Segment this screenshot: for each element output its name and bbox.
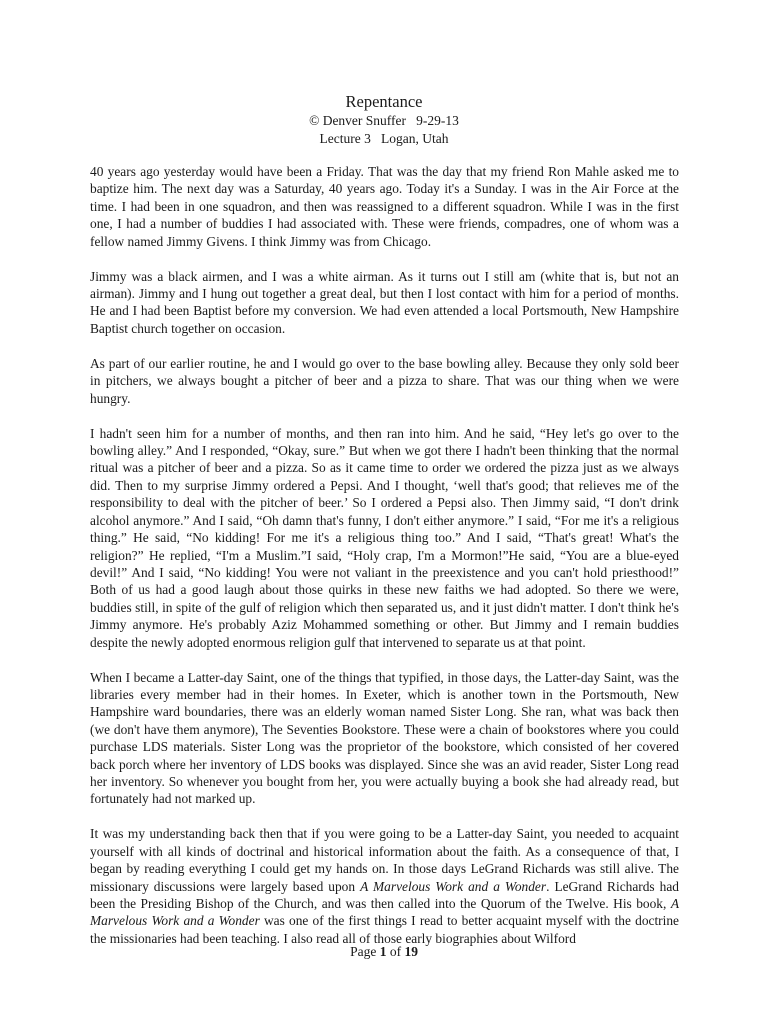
paragraph-6-part-2: . LeGrand Richards had been the Presiding Bishop of the Church, and was then called into the Quorum of the Twelve. His book, bbox=[90, 878, 679, 911]
author-date-line: © Denver Snuffer 9-29-13 bbox=[309, 113, 459, 128]
document-header bbox=[0, 92, 768, 148]
book-title-italic: A Marvelous Work and a Wonder bbox=[90, 896, 679, 929]
paragraph-1: 40 years ago yesterday would have been a Friday. That was the day that my friend Ron Mahle asked me to baptize him. The next day was a Saturday, 40 years ago. Today it's a Sunday. I was in the Air Force at the time. I had been in one squadron, and then was reassigned to a different squadron. While I was in the first one, I had a number of buddies I had associated with. These were friends, compadres, one of whom was a fellow named Jimmy Givens. I think Jimmy was from Chicago. bbox=[90, 164, 679, 249]
book-title-italic: A Marvelous Work and a Wonder bbox=[360, 878, 547, 894]
document-title: Repentance bbox=[345, 92, 423, 111]
paragraph-3: As part of our earlier routine, he and I would go over to the base bowling alley. Because they only sold beer in pitchers, we always bought a pitcher of beer and a pizza to share. That was our thing when we were hungry. bbox=[90, 355, 679, 406]
paragraph-6-part-1: It was my understanding back then that if you were going to be a Latter-day Saint, you needed to acquaint yourself with all kinds of doctrinal and historical information about the faith. As a consequence of that, I began by reading everything I could get my hands on. In those days LeGrand Richards was still alive. The missionary discussions were largely based upon bbox=[90, 826, 679, 894]
page-label: Page bbox=[350, 944, 377, 959]
document-body bbox=[90, 163, 679, 965]
page-footer bbox=[0, 944, 768, 960]
paragraph-6 bbox=[90, 825, 679, 947]
page-number: 1 bbox=[379, 944, 387, 959]
total-pages: 19 bbox=[404, 944, 418, 959]
paragraph-2: Jimmy was a black airmen, and I was a white airman. As it turns out I still am (white that is, but not an airman). Jimmy and I hung out together a great deal, but then I lost contact with him for a period of months. He and I had been Baptist before my conversion. We had even attended a local Portsmouth, New Hampshire Baptist church together on occasion. bbox=[90, 268, 679, 336]
lecture-location-line: Lecture 3 Logan, Utah bbox=[319, 131, 449, 146]
paragraph-4: I hadn't seen him for a number of months, and then ran into him. And he said, “Hey let's go over to the bowling alley.” And I responded, “Okay, sure.” But when we got there I hadn't been thinking that the normal ritual was a pitcher of beer and a pizza. So as it came time to order we ordered the pizza just as we always did. Then to my surprise Jimmy ordered a Pepsi. And I thought, ‘well that's good; that relieves me of the responsibility to deal with the pitcher of beer.’ So I ordered a Pepsi also. Then Jimmy said, “I don't drink alcohol anymore.” And I said, “Oh damn that's funny, I don't either anymore.” I said, “For me it's a religious thing.” He said, “No kidding! For me it's a religious thing too.” And I said, “That's great! What's the religion?” He replied, “I'm a Muslim.”I said, “Holy crap, I'm a Mormon!”He said, “You are a blue-eyed devil!” And I said, “No kidding! You were not valiant in the preexistence and you can't hold priesthood!” Both of us had a good laugh about those quirks in these new faiths we had adopted. So there we were, buddies still, in spite of the gulf of religion which then separated us, and it just didn't matter. I don't think he's Jimmy anymore. He's probably Aziz Mohammed something or other. But Jimmy and I remain buddies despite the newly adopted enormous religion gulf that intervened to separate us at that point. bbox=[90, 425, 679, 650]
of-label: of bbox=[389, 944, 402, 959]
paragraph-6-part-3: was one of the first things I read to better acquaint myself with the doctrine the missionaries had been teaching. I also read all of those early biographies about Wilford bbox=[90, 913, 679, 946]
paragraph-5: When I became a Latter-day Saint, one of the things that typified, in those days, the Latter-day Saint, was the libraries every member had in their homes. In Exeter, which is another town in the Portsmouth, New Hampshire ward boundaries, there was an elderly woman named Sister Long. She ran, what was back then (we don't have them anymore), The Seventies Bookstore. These were a chain of bookstores where you could purchase LDS materials. Sister Long was the proprietor of the bookstore, which consisted of her covered back porch where her inventory of LDS books was displayed. Since she was an avid reader, Sister Long read her inventory. So whenever you bought from her, you were actually buying a book she had already read, but fortunately had not marked up. bbox=[90, 669, 679, 807]
